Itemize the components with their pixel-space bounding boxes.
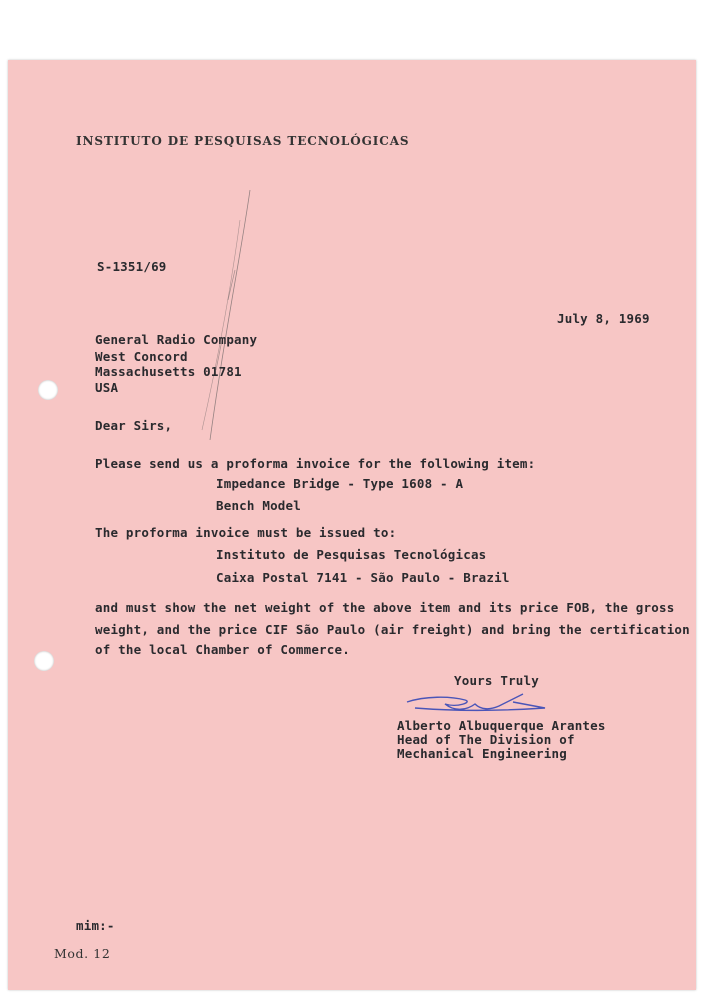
reference-number: S-1351/69	[97, 259, 167, 274]
closing: Yours Truly	[454, 673, 539, 688]
punch-hole-bottom	[34, 651, 54, 671]
invoice-address-line-2: Caixa Postal 7141 - São Paulo - Brazil	[216, 570, 510, 585]
invoice-address-line-1: Instituto de Pesquisas Tecnológicas	[216, 547, 487, 562]
salutation: Dear Sirs,	[95, 418, 173, 433]
pencil-marks	[180, 180, 270, 450]
letterhead: INSTITUTO DE PESQUISAS TECNOLÓGICAS	[76, 134, 410, 148]
signatory-title-line-2: Mechanical Engineering	[397, 746, 567, 761]
item-line-1: Impedance Bridge - Type 1608 - A	[216, 476, 464, 491]
issued-to-line: The proforma invoice must be issued to:	[95, 525, 397, 540]
recipient-line-3: Massachusetts 01781	[95, 364, 242, 379]
form-code: Mod. 12	[54, 946, 111, 961]
paragraph-line-1: and must show the net weight of the above item and its price FOB, the gross	[95, 600, 675, 615]
recipient-line-2: West Concord	[95, 349, 188, 364]
paragraph-line-3: of the local Chamber of Commerce.	[95, 642, 350, 657]
signatory-name: Alberto Albuquerque Arantes	[397, 718, 606, 733]
paragraph-line-2: weight, and the price CIF São Paulo (air freight) and bring the certification	[95, 622, 690, 637]
punch-hole-top	[38, 380, 58, 400]
request-line: Please send us a proforma invoice for the following item:	[95, 456, 536, 471]
letter-date: July 8, 1969	[557, 311, 650, 326]
recipient-line-1: General Radio Company	[95, 332, 258, 347]
signatory-title-line-1: Head of The Division of	[397, 732, 575, 747]
item-line-2: Bench Model	[216, 498, 301, 513]
recipient-line-4: USA	[95, 380, 119, 395]
typist-initials: mim:-	[76, 918, 115, 933]
